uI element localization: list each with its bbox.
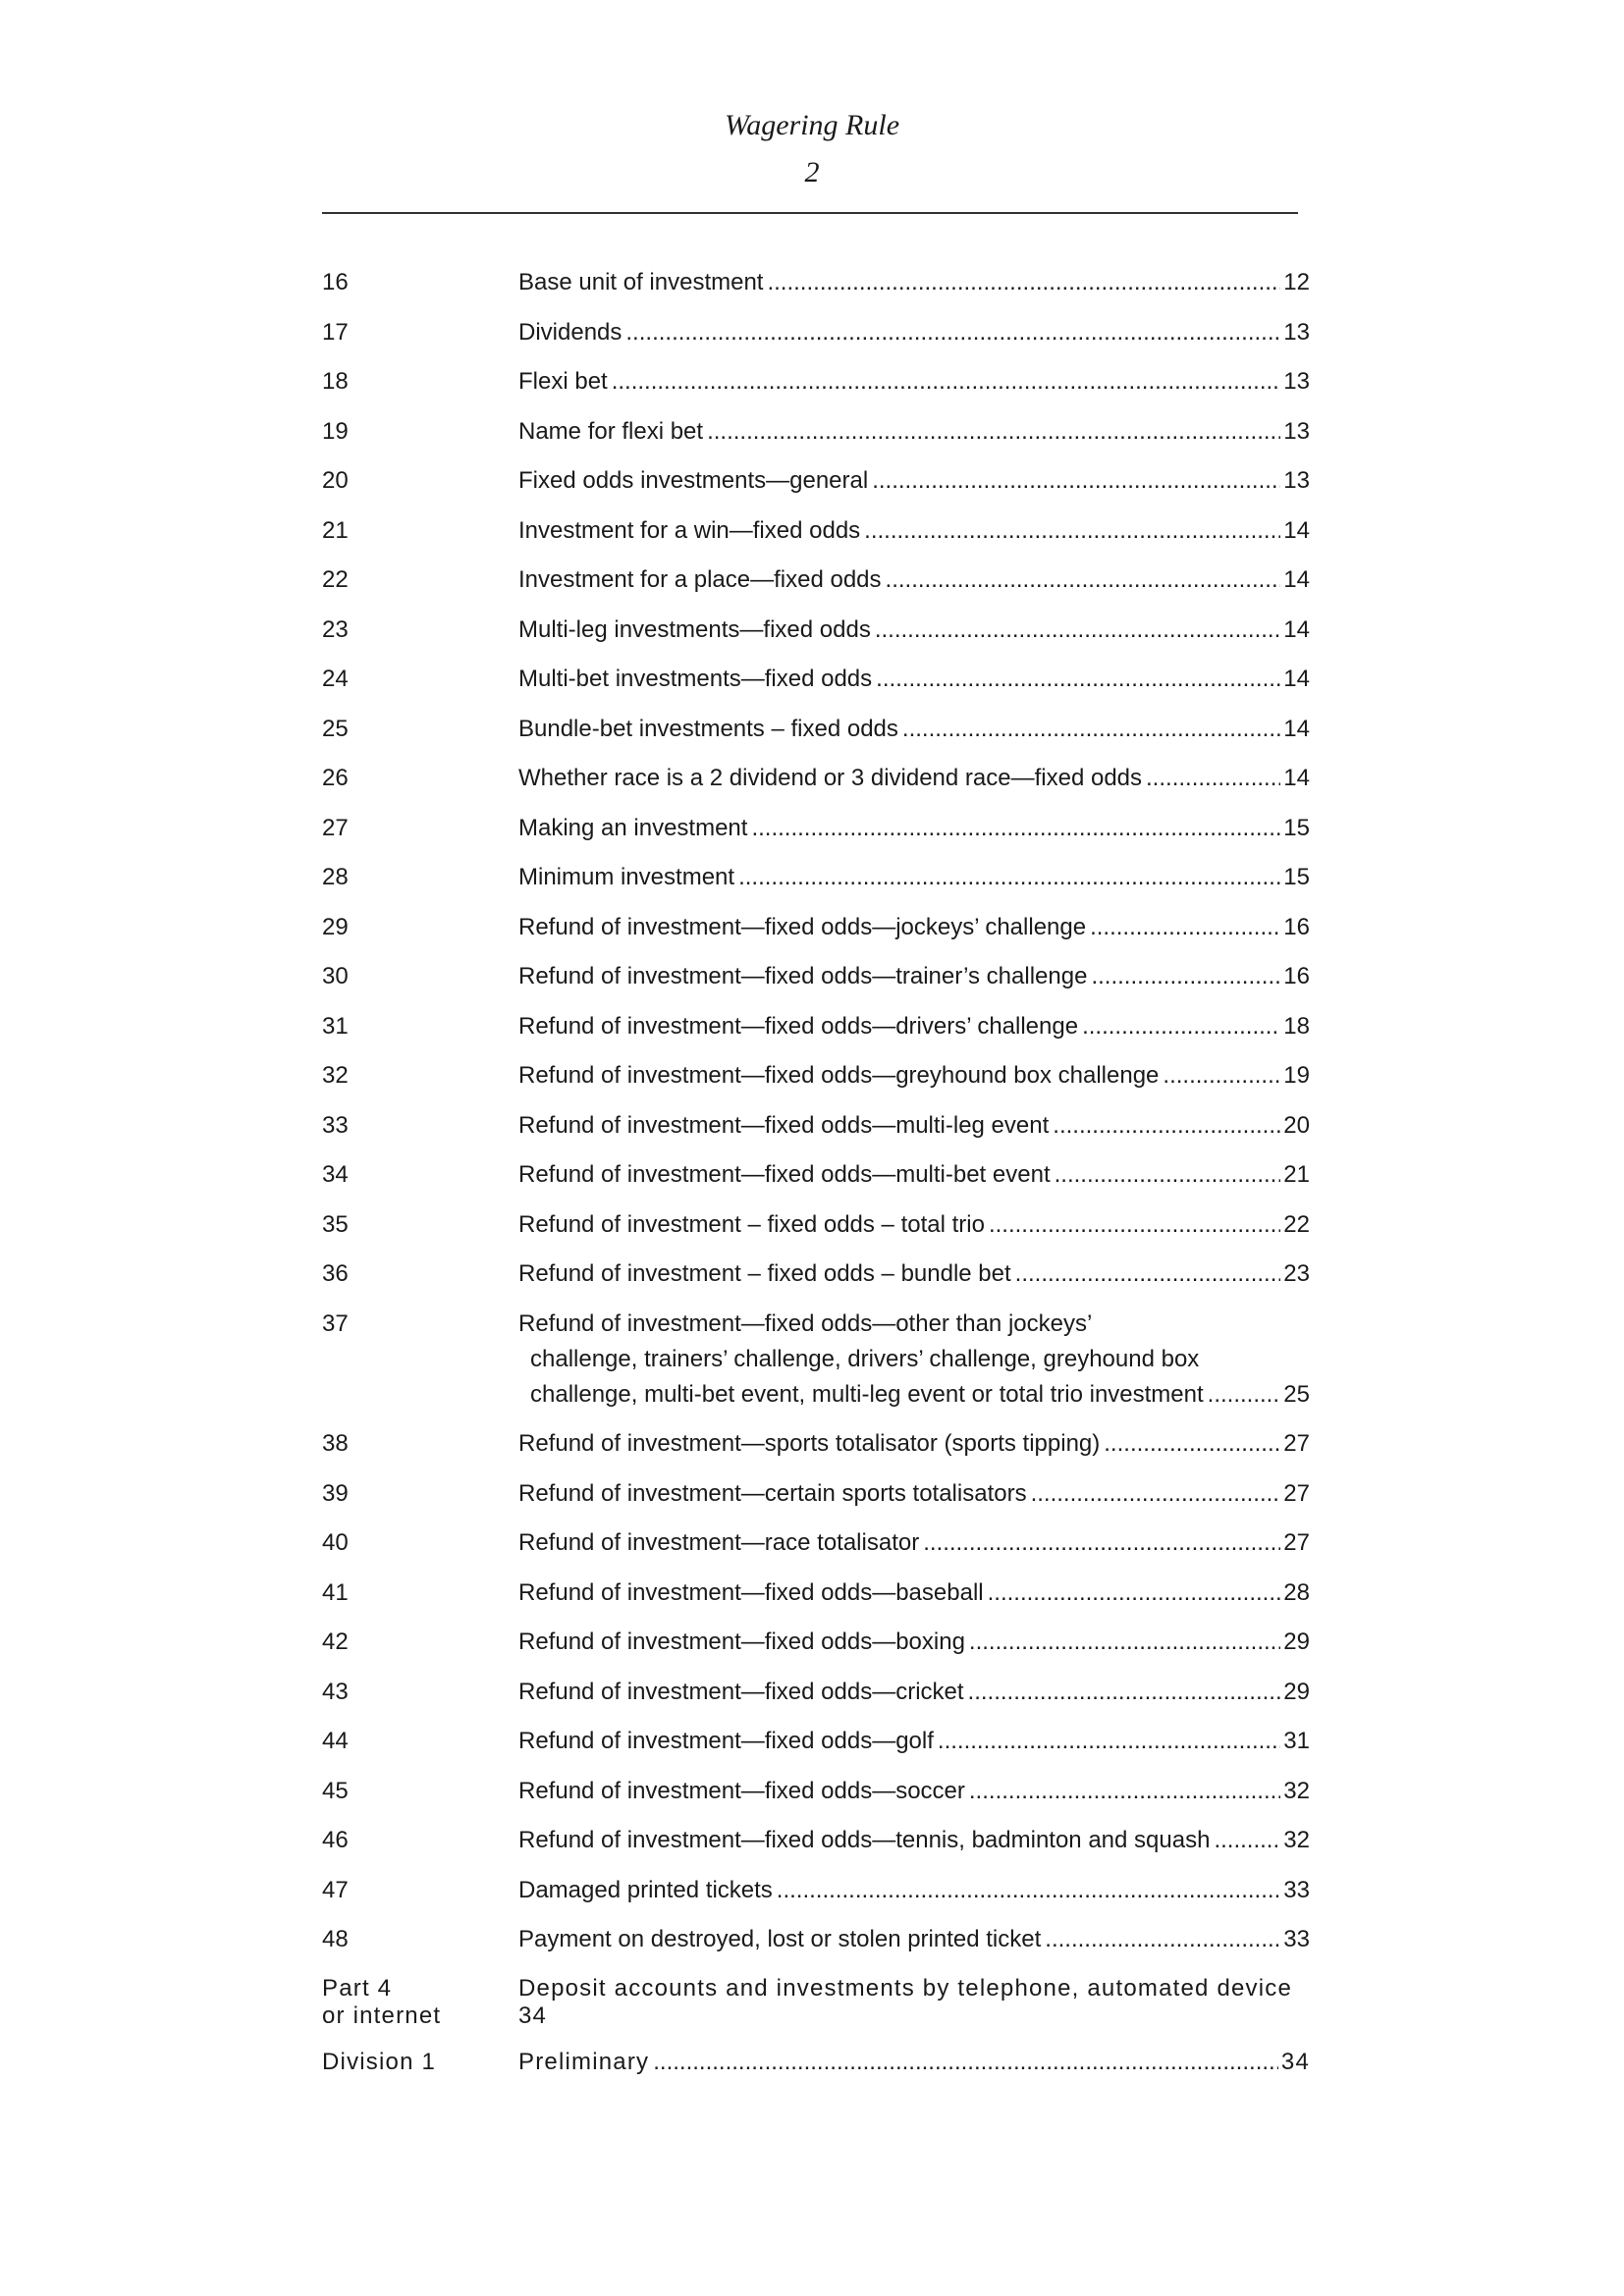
- section-title: Refund of investment—fixed odds—multi-bet event: [518, 1161, 1051, 1188]
- section-number: 35: [322, 1210, 349, 1238]
- entry-body: [518, 1525, 1310, 1561]
- dot-leader: [902, 712, 1280, 747]
- section-title: Investment for a place—fixed odds: [518, 566, 882, 593]
- toc-entry[interactable]: [322, 662, 1310, 697]
- section-number: 18: [322, 368, 349, 395]
- part-title: [518, 1975, 1310, 2030]
- entry-body: [518, 613, 1310, 648]
- entry-body: [518, 1058, 1310, 1094]
- toc-entry[interactable]: [322, 364, 1310, 400]
- toc-entry[interactable]: [322, 414, 1310, 450]
- entry-body: [518, 1873, 1310, 1908]
- toc-entry[interactable]: [322, 1157, 1310, 1193]
- dot-leader: [886, 562, 1281, 598]
- dot-leader: [1091, 959, 1280, 994]
- toc-entry[interactable]: [322, 910, 1310, 945]
- page-ref: 14: [1283, 516, 1310, 544]
- page-ref: 15: [1283, 864, 1310, 890]
- section-title: Refund of investment—fixed odds—cricket: [518, 1678, 964, 1705]
- entry-body: [518, 1575, 1310, 1611]
- section-number: 44: [322, 1728, 349, 1754]
- section-number: 37: [322, 1309, 349, 1337]
- section-title: Payment on destroyed, lost or stolen printed ticket: [518, 1926, 1042, 1952]
- entry-body: [518, 1307, 1310, 1413]
- section-title: Refund of investment—fixed odds—golf: [518, 1728, 934, 1754]
- entry-body: [518, 1922, 1310, 1957]
- page-ref: 19: [1283, 1062, 1310, 1089]
- entry-body: [518, 1207, 1310, 1243]
- section-title: Multi-leg investments—fixed odds: [518, 615, 871, 643]
- page-ref: 29: [1283, 1629, 1310, 1655]
- toc-entry[interactable]: [322, 513, 1310, 549]
- page-ref: 15: [1283, 814, 1310, 841]
- toc-entry[interactable]: [322, 959, 1310, 994]
- dot-leader: [989, 1207, 1280, 1243]
- section-number: 34: [322, 1161, 349, 1188]
- section-number: 31: [322, 1012, 349, 1040]
- section-number: 26: [322, 765, 349, 791]
- entry-body: [518, 1724, 1310, 1759]
- toc-entry[interactable]: [322, 1058, 1310, 1094]
- entry-body: [518, 1625, 1310, 1660]
- entry-body: [518, 1108, 1310, 1144]
- entry-body: [518, 1157, 1310, 1193]
- page-ref: 33: [1283, 1876, 1310, 1903]
- section-title: Refund of investment—certain sports totalisators: [518, 1479, 1027, 1507]
- section-title: Name for flexi bet: [518, 417, 704, 445]
- page-ref: 16: [1283, 913, 1310, 940]
- running-header-title: Wagering Rule: [724, 109, 900, 141]
- dot-leader: [1053, 1108, 1280, 1144]
- entry-body: [518, 1823, 1310, 1858]
- entry-body: [518, 1256, 1310, 1292]
- dot-leader: [969, 1625, 1280, 1660]
- division-label: Division 1: [322, 2048, 437, 2075]
- dot-leader: [1104, 1426, 1280, 1462]
- page-ref: 31: [1283, 1728, 1310, 1754]
- section-number: 45: [322, 1777, 349, 1804]
- section-title: challenge, multi-bet event, multi-leg event or total trio investment: [530, 1380, 1204, 1408]
- entry-body: [518, 463, 1310, 499]
- part-label-line2: or internet: [322, 2002, 442, 2029]
- toc-entry[interactable]: [322, 1207, 1310, 1243]
- dot-leader: [1045, 1922, 1280, 1957]
- toc-entry[interactable]: [322, 1575, 1310, 1611]
- section-title: Refund of investment—fixed odds—other than jockeys’: [518, 1309, 1093, 1337]
- page-ref: 29: [1283, 1678, 1310, 1705]
- section-title: Whether race is a 2 dividend or 3 dividend race—fixed odds: [518, 765, 1143, 791]
- part-label-line1: Part 4: [322, 1975, 393, 2002]
- part-page: 34: [518, 2002, 548, 2029]
- toc-entry[interactable]: [322, 1476, 1310, 1512]
- section-title: Refund of investment—sports totalisator (sports tipping): [518, 1430, 1101, 1457]
- dot-leader: [738, 860, 1280, 895]
- toc-entry[interactable]: [322, 712, 1310, 747]
- section-number: 48: [322, 1926, 349, 1952]
- page-ref: 28: [1283, 1578, 1310, 1606]
- division-entry: [518, 2045, 1310, 2080]
- entry-body: [518, 662, 1310, 697]
- page-ref: 20: [1283, 1111, 1310, 1139]
- section-title: Multi-bet investments—fixed odds: [518, 666, 873, 692]
- section-title: Base unit of investment: [518, 269, 764, 295]
- section-number: 33: [322, 1111, 349, 1139]
- dot-leader: [1090, 910, 1280, 945]
- section-number: 47: [322, 1876, 349, 1903]
- entry-body: [518, 712, 1310, 747]
- dot-leader: [1082, 1009, 1280, 1044]
- section-title: Refund of investment – fixed odds – total trio: [518, 1210, 985, 1238]
- page-ref: 14: [1283, 566, 1310, 593]
- section-number: 39: [322, 1479, 349, 1507]
- dot-leader: [1146, 761, 1280, 796]
- dot-leader: [988, 1575, 1281, 1611]
- page-ref: 14: [1283, 765, 1310, 791]
- section-number: 30: [322, 963, 349, 989]
- part-title-text: Deposit accounts and investments by telephone, automated device: [518, 1975, 1293, 2002]
- section-number: 46: [322, 1827, 349, 1853]
- toc-entry[interactable]: [322, 1108, 1310, 1144]
- entry-body: [518, 910, 1310, 945]
- dot-leader: [1214, 1823, 1280, 1858]
- section-number: 28: [322, 864, 349, 890]
- dot-leader: [751, 811, 1280, 846]
- section-title: Investment for a win—fixed odds: [518, 516, 861, 544]
- page-ref: 27: [1283, 1479, 1310, 1507]
- dot-leader: [938, 1724, 1280, 1759]
- page-ref: 27: [1283, 1430, 1310, 1457]
- section-number: 29: [322, 913, 349, 940]
- entry-body: [518, 1774, 1310, 1809]
- toc-entry[interactable]: [322, 1525, 1310, 1561]
- dot-leader: [707, 414, 1280, 450]
- toc-entry[interactable]: [322, 562, 1310, 598]
- section-number: 16: [322, 269, 349, 295]
- part-label: [322, 1975, 518, 2030]
- section-number: 40: [322, 1529, 349, 1556]
- entry-body: [518, 562, 1310, 598]
- toc-entry[interactable]: [322, 463, 1310, 499]
- entry-body: [518, 959, 1310, 994]
- section-title: Refund of investment—fixed odds—boxing: [518, 1629, 965, 1655]
- dot-leader: [872, 463, 1280, 499]
- section-title: Refund of investment—fixed odds—jockeys’ challenge: [518, 913, 1087, 940]
- section-title: challenge, trainers’ challenge, drivers’ challenge, greyhound box: [530, 1345, 1200, 1372]
- section-number: 23: [322, 615, 349, 643]
- toc-entry[interactable]: [322, 1256, 1310, 1292]
- section-title: Damaged printed tickets: [518, 1876, 773, 1903]
- toc-entry[interactable]: [322, 265, 1310, 300]
- dot-leader: [625, 315, 1280, 350]
- section-title: Flexi bet: [518, 368, 608, 395]
- section-title: Refund of investment—fixed odds—baseball: [518, 1578, 984, 1606]
- page-ref: 32: [1283, 1777, 1310, 1804]
- dot-leader: [1163, 1058, 1280, 1094]
- section-number: 20: [322, 467, 349, 494]
- page-ref: 23: [1283, 1260, 1310, 1287]
- page-ref: 13: [1283, 467, 1310, 494]
- page-ref: 25: [1283, 1380, 1310, 1408]
- toc-entry[interactable]: [322, 860, 1310, 895]
- section-number: 27: [322, 814, 349, 841]
- page-ref: 27: [1283, 1529, 1310, 1556]
- section-title: Dividends: [518, 318, 623, 346]
- section-title: Refund of investment—fixed odds—tennis, badminton and squash: [518, 1827, 1211, 1853]
- toc-entry[interactable]: [322, 1675, 1310, 1710]
- entry-body: [518, 315, 1310, 350]
- section-number: 24: [322, 666, 349, 692]
- page-ref: 33: [1283, 1926, 1310, 1952]
- page-ref: 16: [1283, 963, 1310, 989]
- dot-leader: [1015, 1256, 1281, 1292]
- entry-body: [518, 1009, 1310, 1044]
- page-ref: 21: [1283, 1161, 1310, 1188]
- entry-body: [518, 1476, 1310, 1512]
- toc-entries: [322, 265, 1310, 1957]
- section-title: Refund of investment—fixed odds—trainer’s challenge: [518, 963, 1088, 989]
- entry-body: [518, 364, 1310, 400]
- section-number: 36: [322, 1260, 349, 1287]
- toc-entry[interactable]: [322, 1724, 1310, 1759]
- page-ref: 14: [1283, 666, 1310, 692]
- toc-entry[interactable]: [322, 1922, 1310, 1957]
- header-rule: [322, 212, 1298, 214]
- section-number: 32: [322, 1062, 349, 1089]
- toc-entry[interactable]: [322, 1823, 1310, 1858]
- dot-leader: [767, 265, 1280, 300]
- section-title: Refund of investment—race totalisator: [518, 1529, 920, 1556]
- entry-body: [518, 811, 1310, 846]
- division-page: 34: [1280, 2048, 1310, 2075]
- section-number: 38: [322, 1430, 349, 1457]
- dot-leader: [1055, 1157, 1281, 1193]
- dot-leader: [968, 1675, 1281, 1710]
- toc-entry[interactable]: [322, 1009, 1310, 1044]
- section-title: Refund of investment—fixed odds—multi-leg event: [518, 1111, 1050, 1139]
- toc-entry[interactable]: [322, 811, 1310, 846]
- section-number: 25: [322, 715, 349, 742]
- toc-entry[interactable]: [322, 1426, 1310, 1462]
- section-number: 19: [322, 417, 349, 445]
- section-title: Refund of investment—fixed odds—greyhound box challenge: [518, 1062, 1160, 1089]
- entry-body: [518, 513, 1310, 549]
- dot-leader: [1031, 1476, 1281, 1512]
- toc-part-4[interactable]: [322, 1975, 1310, 2030]
- section-title: Refund of investment – fixed odds – bundle bet: [518, 1260, 1011, 1287]
- dot-leader: [969, 1774, 1280, 1809]
- dot-leader: [876, 662, 1280, 697]
- toc-entry[interactable]: [322, 761, 1310, 796]
- toc-entry[interactable]: [322, 613, 1310, 648]
- section-title: Fixed odds investments—general: [518, 467, 869, 494]
- section-number: 21: [322, 516, 349, 544]
- section-title: Refund of investment—fixed odds—drivers’ challenge: [518, 1012, 1079, 1040]
- section-number: 42: [322, 1629, 349, 1655]
- page-ref: 13: [1283, 318, 1310, 346]
- page-number: 2: [804, 156, 820, 188]
- section-number: 43: [322, 1678, 349, 1705]
- page-ref: 32: [1283, 1827, 1310, 1853]
- toc-entry[interactable]: [322, 315, 1310, 350]
- entry-body: [518, 1675, 1310, 1710]
- toc-entry[interactable]: [322, 1873, 1310, 1908]
- entry-body: [518, 1426, 1310, 1462]
- section-title: Refund of investment—fixed odds—soccer: [518, 1777, 965, 1804]
- entry-body: [518, 761, 1310, 796]
- section-number: 41: [322, 1578, 349, 1606]
- toc-entry[interactable]: [322, 1774, 1310, 1809]
- toc-entry[interactable]: [322, 1625, 1310, 1660]
- page-ref: 14: [1283, 615, 1310, 643]
- page-ref: 13: [1283, 368, 1310, 395]
- entry-body: [518, 265, 1310, 300]
- section-title: Minimum investment: [518, 864, 735, 890]
- dot-leader: [875, 613, 1280, 648]
- toc-division-1[interactable]: [322, 2045, 1310, 2080]
- section-title: Making an investment: [518, 814, 748, 841]
- section-title: Bundle-bet investments – fixed odds: [518, 715, 898, 742]
- page-ref: 18: [1283, 1012, 1310, 1040]
- dot-leader: [777, 1873, 1281, 1908]
- table-of-contents: [322, 265, 1310, 2094]
- page-ref: 12: [1283, 269, 1310, 295]
- dot-leader: [1208, 1377, 1281, 1413]
- page-ref: 13: [1283, 417, 1310, 445]
- dot-leader: [653, 2045, 1278, 2080]
- entry-body: [518, 860, 1310, 895]
- division-title: Preliminary: [518, 2048, 650, 2075]
- page-ref: 22: [1283, 1210, 1310, 1238]
- entry-body: [518, 414, 1310, 450]
- section-number: 17: [322, 318, 349, 346]
- toc-entry[interactable]: [322, 1307, 1310, 1413]
- section-number: 22: [322, 566, 349, 593]
- dot-leader: [923, 1525, 1280, 1561]
- page-ref: 14: [1283, 715, 1310, 742]
- dot-leader: [612, 364, 1281, 400]
- dot-leader: [864, 513, 1280, 549]
